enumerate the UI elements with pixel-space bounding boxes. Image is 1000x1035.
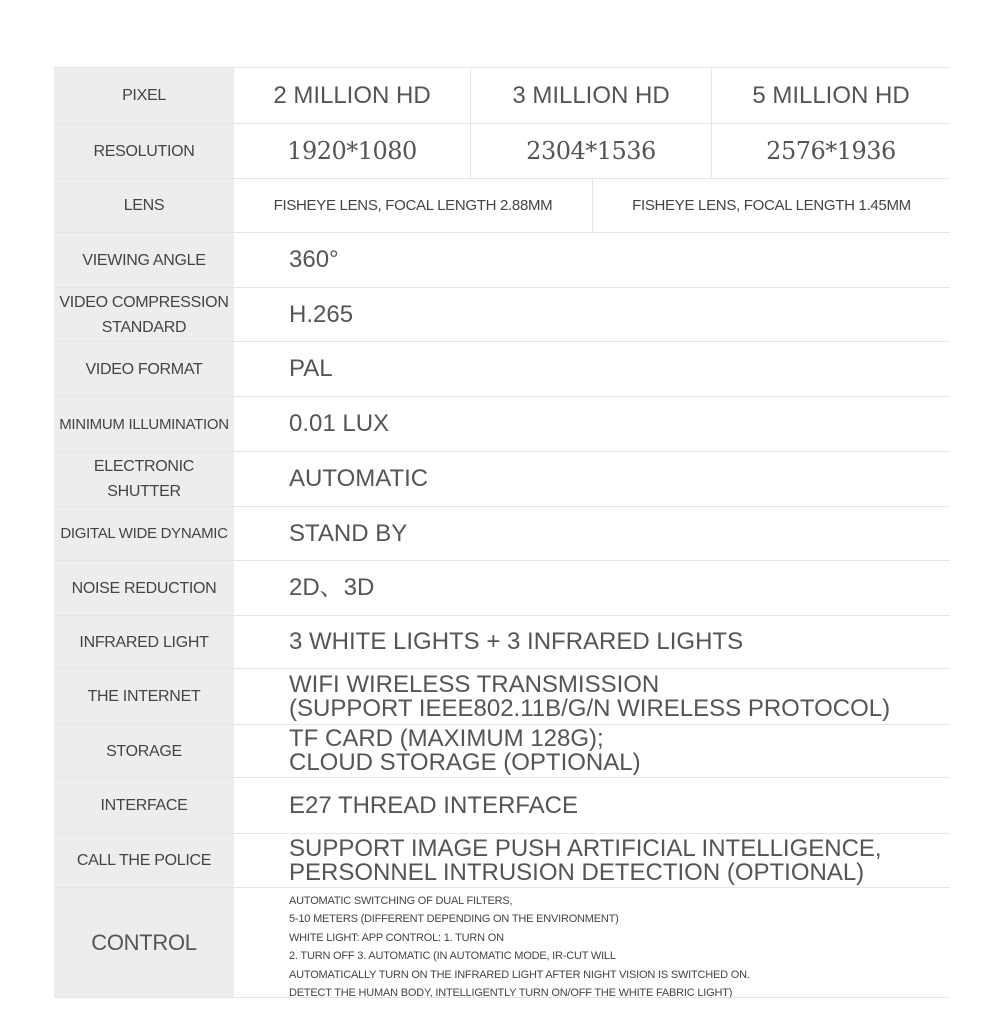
control-line: WHITE LIGHT: APP CONTROL: 1. TURN ON	[289, 931, 504, 944]
spec-label: NOISE REDUCTION	[54, 561, 234, 615]
spec-value: H.265	[289, 300, 354, 328]
resolution-2mp: 1920*1080	[287, 137, 417, 165]
spec-label: VIEWING ANGLE	[54, 233, 234, 287]
spec-label: INFRARED LIGHT	[54, 616, 234, 668]
spec-row-digital-wide-dynamic	[54, 506, 950, 560]
spec-label: CALL THE POLICE	[54, 834, 234, 887]
spec-label: VIDEO FORMAT	[54, 342, 234, 396]
spec-row-minimum-illumination	[54, 396, 950, 451]
spec-row-pixel	[54, 67, 950, 123]
lens-value-1: FISHEYE LENS, FOCAL LENGTH 2.88MM	[273, 197, 553, 214]
spec-value: 2D、3D	[289, 574, 375, 601]
spec-value-line1: TF CARD (MAXIMUM 128G);	[289, 725, 604, 752]
spec-value: E27 THREAD INTERFACE	[289, 791, 578, 819]
spec-label: MINIMUM ILLUMINATION	[54, 397, 234, 451]
spec-label: THE INTERNET	[54, 669, 234, 724]
control-line: AUTOMATIC SWITCHING OF DUAL FILTERS,	[289, 895, 513, 907]
spec-label: DIGITAL WIDE DYNAMIC	[54, 507, 234, 560]
spec-value-line1: SUPPORT IMAGE PUSH ARTIFICIAL INTELLIGENCE,	[289, 834, 882, 862]
spec-value: PAL	[289, 355, 333, 382]
spec-row-resolution	[54, 123, 950, 178]
spec-value: 360°	[289, 246, 339, 273]
spec-label: CONTROL	[54, 888, 234, 997]
spec-value: 3 WHITE LIGHTS + 3 INFRARED LIGHTS	[289, 628, 744, 655]
spec-label: PIXEL	[54, 68, 234, 123]
spec-value	[234, 888, 950, 1000]
spec-value-line2: (SUPPORT IEEE802.11B/G/N WIRELESS PROTOCOL)	[289, 694, 891, 722]
spec-row-call-police	[54, 833, 950, 887]
table-bottom-border	[54, 997, 950, 998]
spec-value	[234, 725, 950, 777]
spec-row-infrared-light	[54, 615, 950, 668]
spec-label: INTERFACE	[54, 778, 234, 833]
pixel-2mp: 2 MILLION HD	[273, 81, 431, 109]
spec-label-line1: VIDEO COMPRESSION	[59, 293, 229, 311]
spec-value	[234, 669, 950, 724]
spec-row-interface	[54, 777, 950, 833]
spec-value-line2: PERSONNEL INTRUSION DETECTION (OPTIONAL)	[289, 858, 865, 886]
spec-row-internet	[54, 668, 950, 724]
spec-label: RESOLUTION	[54, 124, 234, 178]
control-line: 5-10 METERS (DIFFERENT DEPENDING ON THE ENVIRONMENT)	[289, 913, 619, 926]
pixel-5mp: 5 MILLION HD	[711, 68, 950, 123]
spec-row-viewing-angle	[54, 232, 950, 287]
control-line: 2. TURN OFF 3. AUTOMATIC (IN AUTOMATIC MODE, IR-CUT WILL	[289, 950, 616, 963]
spec-value-line1: WIFI WIRELESS TRANSMISSION	[289, 670, 660, 698]
spec-row-lens	[54, 178, 950, 232]
spec-value-line2: CLOUD STORAGE (OPTIONAL)	[289, 749, 641, 776]
spec-label: ELECTRONIC SHUTTER	[54, 452, 234, 506]
spec-label-line2: STANDARD	[101, 318, 187, 336]
spec-value: STAND BY	[289, 519, 408, 547]
spec-row-control	[54, 887, 950, 1000]
control-line: DETECT THE HUMAN BODY, INTELLIGENTLY TURN ON/OFF THE WHITE FABRIC LIGHT)	[289, 987, 733, 1000]
lens-value-2: FISHEYE LENS, FOCAL LENGTH 1.45MM	[592, 179, 950, 232]
spec-row-electronic-shutter	[54, 451, 950, 506]
spec-value: 0.01 LUX	[289, 410, 390, 437]
resolution-5mp: 2576*1936	[711, 124, 950, 178]
control-line: AUTOMATICALLY TURN ON THE INFRARED LIGHT AFTER NIGHT VISION IS SWITCHED ON.	[289, 968, 750, 981]
spec-row-storage	[54, 724, 950, 777]
spec-value	[234, 834, 950, 887]
spec-label	[54, 288, 234, 341]
spec-value: AUTOMATIC	[289, 465, 429, 492]
spec-row-noise-reduction	[54, 560, 950, 615]
spec-label: STORAGE	[54, 725, 234, 777]
resolution-3mp: 2304*1536	[470, 124, 711, 178]
spec-row-video-format	[54, 341, 950, 396]
spec-row-video-compression	[54, 287, 950, 341]
spec-label: LENS	[54, 179, 234, 232]
pixel-3mp: 3 MILLION HD	[470, 68, 711, 123]
